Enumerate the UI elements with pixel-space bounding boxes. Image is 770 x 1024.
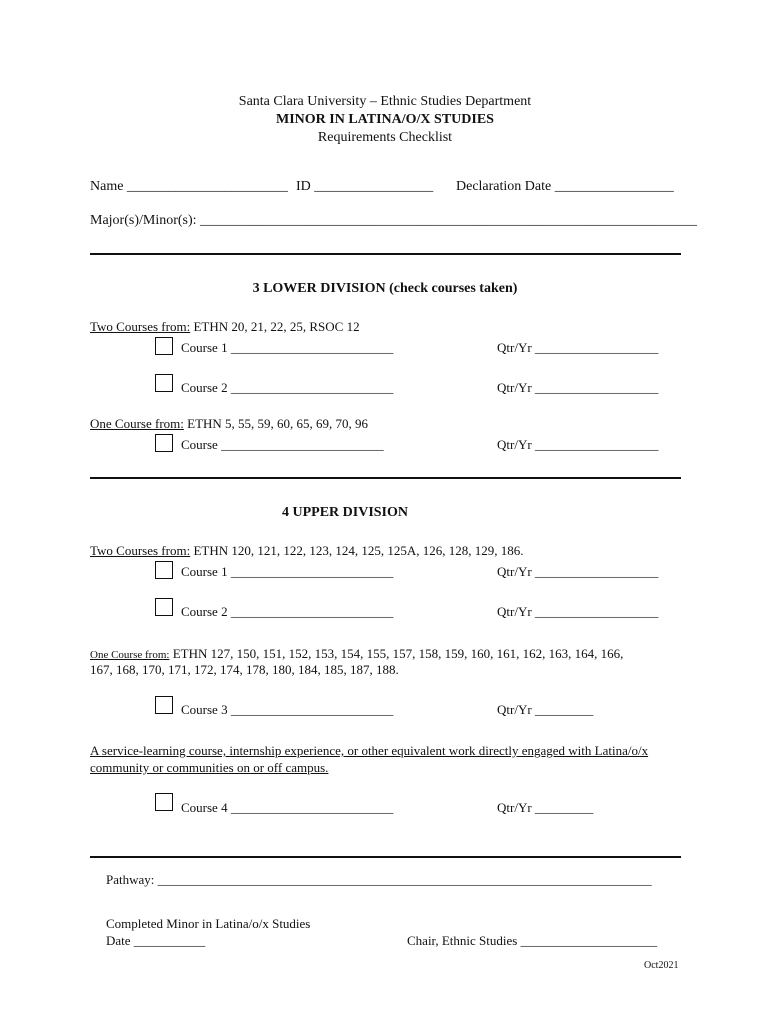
upper-qtr3-field[interactable]: Qtr/Yr _________ [497,702,594,717]
pathway-field[interactable]: Pathway: ____________________________________________________________________________ [106,872,652,887]
chair-signature-field[interactable]: Chair, Ethnic Studies _____________________ [407,933,658,948]
version-label: Oct2021 [644,960,679,971]
upper-group2 [90,646,623,662]
upper-group2-list-a: ETHN 127, 150, 151, 152, 153, 154, 155, 157, 158, 159, 160, 161, 162, 163, 164, 166, [169,646,624,661]
service-learning-line2: community or communities on or off campus. [90,760,329,775]
lower-course3-checkbox[interactable] [155,434,173,452]
name-field[interactable]: Name _______________________ [90,179,288,194]
lower-group1-list: ETHN 20, 21, 22, 25, RSOC 12 [190,319,360,334]
lower-group2-label: One Course from: [90,416,184,431]
lower-course2-field[interactable]: Course 2 _________________________ [181,380,394,395]
document-title: MINOR IN LATINA/O/X STUDIES [276,112,494,127]
upper-group1 [90,543,524,559]
declaration-date-field[interactable]: Declaration Date _________________ [456,179,674,194]
upper-course4-checkbox[interactable] [155,793,173,811]
lower-course3-field[interactable]: Course _________________________ [181,437,384,452]
upper-group2-label: One Course from: [90,649,170,661]
upper-qtr1-field[interactable]: Qtr/Yr ___________________ [497,564,659,579]
upper-course3-checkbox[interactable] [155,696,173,714]
section-divider [90,856,681,858]
upper-course1-field[interactable]: Course 1 _________________________ [181,564,394,579]
upper-qtr2-field[interactable]: Qtr/Yr ___________________ [497,604,659,619]
completion-date-field[interactable]: Date ___________ [106,933,206,948]
lower-qtr1-field[interactable]: Qtr/Yr ___________________ [497,340,659,355]
upper-group1-label: Two Courses from: [90,543,191,558]
upper-course2-field[interactable]: Course 2 _________________________ [181,604,394,619]
upper-division-title: 4 UPPER DIVISION [281,505,408,520]
upper-qtr4-field[interactable]: Qtr/Yr _________ [497,800,594,815]
lower-course1-field[interactable]: Course 1 _________________________ [181,340,394,355]
lower-group1-label: Two Courses from: [90,319,191,334]
lower-qtr2-field[interactable]: Qtr/Yr ___________________ [497,380,659,395]
upper-group2-list-b: 167, 168, 170, 171, 172, 174, 178, 180, 184, 185, 187, 188. [90,662,399,677]
upper-course2-checkbox[interactable] [155,598,173,616]
upper-course1-checkbox[interactable] [155,561,173,579]
lower-qtr3-field[interactable]: Qtr/Yr ___________________ [497,437,659,452]
lower-group2-list: ETHN 5, 55, 59, 60, 65, 69, 70, 96 [183,416,369,431]
majors-minors-field[interactable]: Major(s)/Minor(s): _______________________________________________________________________ [90,213,698,228]
section-divider [90,253,681,255]
upper-course4-field[interactable]: Course 4 _________________________ [181,800,394,815]
lower-course2-checkbox[interactable] [155,374,173,392]
upper-group1-list: ETHN 120, 121, 122, 123, 124, 125, 125A, 126, 128, 129, 186. [190,543,524,558]
document-subtitle: Requirements Checklist [317,130,453,145]
lower-division-title: 3 LOWER DIVISION (check courses taken) [252,281,518,296]
lower-course1-checkbox[interactable] [155,337,173,355]
university-department: Santa Clara University – Ethnic Studies Department [238,94,532,109]
id-field[interactable]: ID _________________ [296,179,434,194]
service-learning-line1: A service-learning course, internship experience, or other equivalent work directly engaged with Latina/o/x [90,743,649,758]
lower-group1 [90,319,360,335]
section-divider [90,477,681,479]
completed-minor-label: Completed Minor in Latina/o/x Studies [106,916,311,931]
upper-course3-field[interactable]: Course 3 _________________________ [181,702,394,717]
lower-group2 [90,416,368,432]
